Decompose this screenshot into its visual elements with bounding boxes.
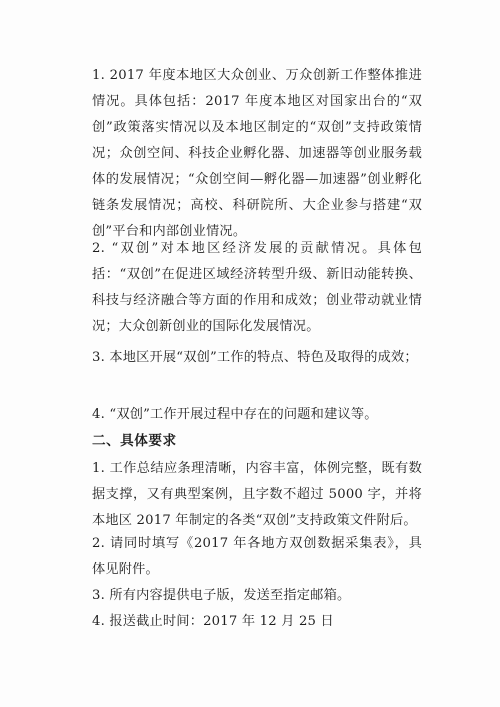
paragraph-1: 1. 2017 年度本地区大众创业、万众创新工作整体推进情况。具体包括：2017 年度本地区对国家出台的“双创”政策落实情况以及本地区制定的“双创”支持政策情况；众创空间、科技企业孵化器、加速器等创业服务载体的发展情况；“众创空间—孵化器—加速器”创业孵化链条发展情况；高校、科研院所、大企业参与搭建“双创”平台和内部创业情况。 (92, 68, 422, 239)
paragraph-2: 2. “双创”对本地区经济发展的贡献情况。具体包括：“双创”在促进区域经济转型升级、新旧动能转换、科技与经济融合等方面的作用和成效；创业带动就业情况；大众创新创业的国际化发展情况。 (92, 241, 422, 334)
requirement-4: 4. 报送截止时间：2017 年 12 月 25 日 (92, 614, 334, 629)
section-heading-requirements: 二、具体要求 (92, 433, 177, 449)
paragraph-3: 3. 本地区开展“双创”工作的特点、特色及取得的成效； (92, 350, 418, 365)
requirement-1: 1. 工作总结应条理清晰，内容丰富，体例完整，既有数据支撑，又有典型案例，且字数不超过 5000 字，并将本地区 2017 年制定的各类“双创”支持政策文件附后。 (92, 461, 422, 528)
requirement-3: 3. 所有内容提供电子版，发送至指定邮箱。 (92, 588, 351, 603)
requirement-2: 2. 请同时填写《2017 年各地方双创数据采集表》，具体见附件。 (92, 536, 422, 577)
paragraph-4: 4. “双创”工作开展过程中存在的问题和建议等。 (92, 407, 378, 422)
